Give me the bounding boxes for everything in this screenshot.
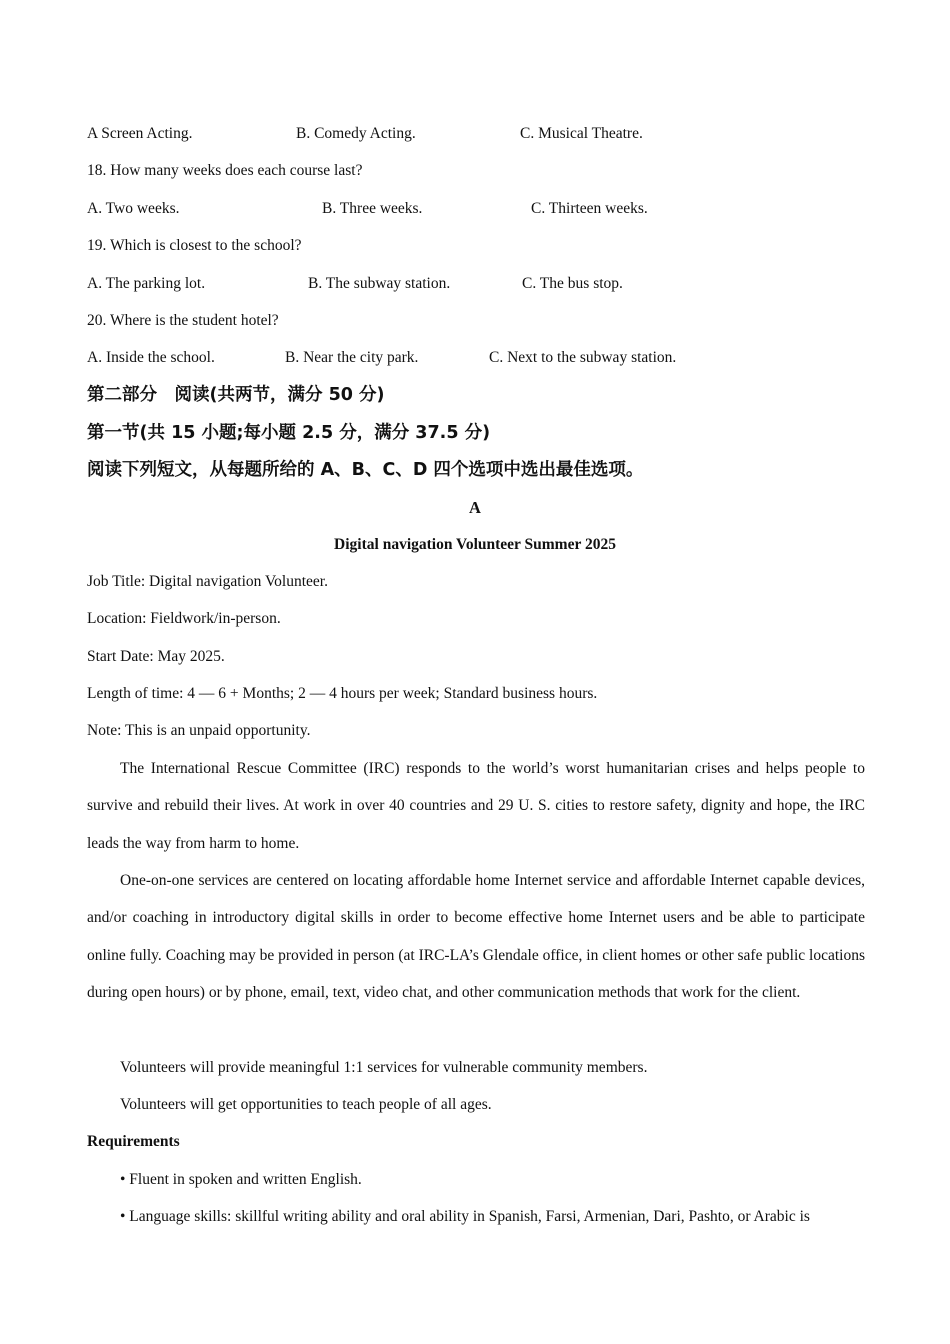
q19-option-a: A. The parking lot. bbox=[87, 275, 206, 292]
part-title: 第二部分 阅读(共两节，满分 50 分) bbox=[87, 385, 385, 405]
q17-option-b: B. Comedy Acting. bbox=[296, 125, 416, 142]
paragraph-volunteers-services: Volunteers will provide meaningful 1:1 services for vulnerable community members. bbox=[120, 1059, 648, 1076]
paragraph-volunteers-teach: Volunteers will get opportunities to teach people of all ages. bbox=[120, 1096, 492, 1113]
paragraph-irc-intro: The International Rescue Committee (IRC) responds to the world’s worst humanitarian crises and helps people to survive and rebuild their lives. At work in over 40 countries and 29 U. S. cities to restore safety, dignity and hope, the IRC leads the way from harm to home. bbox=[87, 760, 865, 852]
q18-option-c: C. Thirteen weeks. bbox=[531, 200, 648, 217]
requirement-item: • Fluent in spoken and written English. bbox=[120, 1171, 362, 1188]
q17-option-a: A Screen Acting. bbox=[87, 125, 193, 142]
subsection-title: 第一节(共 15 小题;每小题 2.5 分，满分 37.5 分) bbox=[87, 423, 491, 443]
info-length: Length of time: 4 — 6 + Months; 2 — 4 hours per week; Standard business hours. bbox=[87, 685, 598, 702]
q20-option-c: C. Next to the subway station. bbox=[489, 349, 677, 366]
q19-question: 19. Which is closest to the school? bbox=[87, 237, 302, 254]
info-note: Note: This is an unpaid opportunity. bbox=[87, 722, 311, 739]
passage-letter: A bbox=[469, 498, 481, 517]
instruction: 阅读下列短文，从每题所给的 A、B、C、D 四个选项中选出最佳选项。 bbox=[87, 460, 644, 480]
info-job-title: Job Title: Digital navigation Volunteer. bbox=[87, 573, 328, 590]
q18-option-a: A. Two weeks. bbox=[87, 200, 180, 217]
passage-title: Digital navigation Volunteer Summer 2025 bbox=[334, 536, 616, 553]
q19-option-c: C. The bus stop. bbox=[522, 275, 623, 292]
q18-question: 18. How many weeks does each course last? bbox=[87, 162, 363, 179]
info-start-date: Start Date: May 2025. bbox=[87, 648, 225, 665]
q20-option-a: A. Inside the school. bbox=[87, 349, 215, 366]
q19-option-b: B. The subway station. bbox=[308, 275, 451, 292]
q20-question: 20. Where is the student hotel? bbox=[87, 312, 279, 329]
q18-option-b: B. Three weeks. bbox=[322, 200, 423, 217]
requirement-item: • Language skills: skillful writing ability and oral ability in Spanish, Farsi, Armenian, Dari, Pashto, or Arabic is bbox=[120, 1208, 810, 1225]
paragraph-services: One-on-one services are centered on locating affordable home Internet service and affordable Internet capable devices, and/or coaching in introductory digital skills in order to become effective home Internet users and be able to participate online fully. Coaching may be provided in person (at IRC-LA’s Glendale office, in client homes or other safe public locations during open hours) or by phone, email, text, video chat, and other communication methods that work for the client. bbox=[87, 872, 865, 1002]
requirements-heading: Requirements bbox=[87, 1133, 180, 1150]
q20-option-b: B. Near the city park. bbox=[285, 349, 419, 366]
info-location: Location: Fieldwork/in-person. bbox=[87, 610, 281, 627]
q17-option-c: C. Musical Theatre. bbox=[520, 125, 643, 142]
